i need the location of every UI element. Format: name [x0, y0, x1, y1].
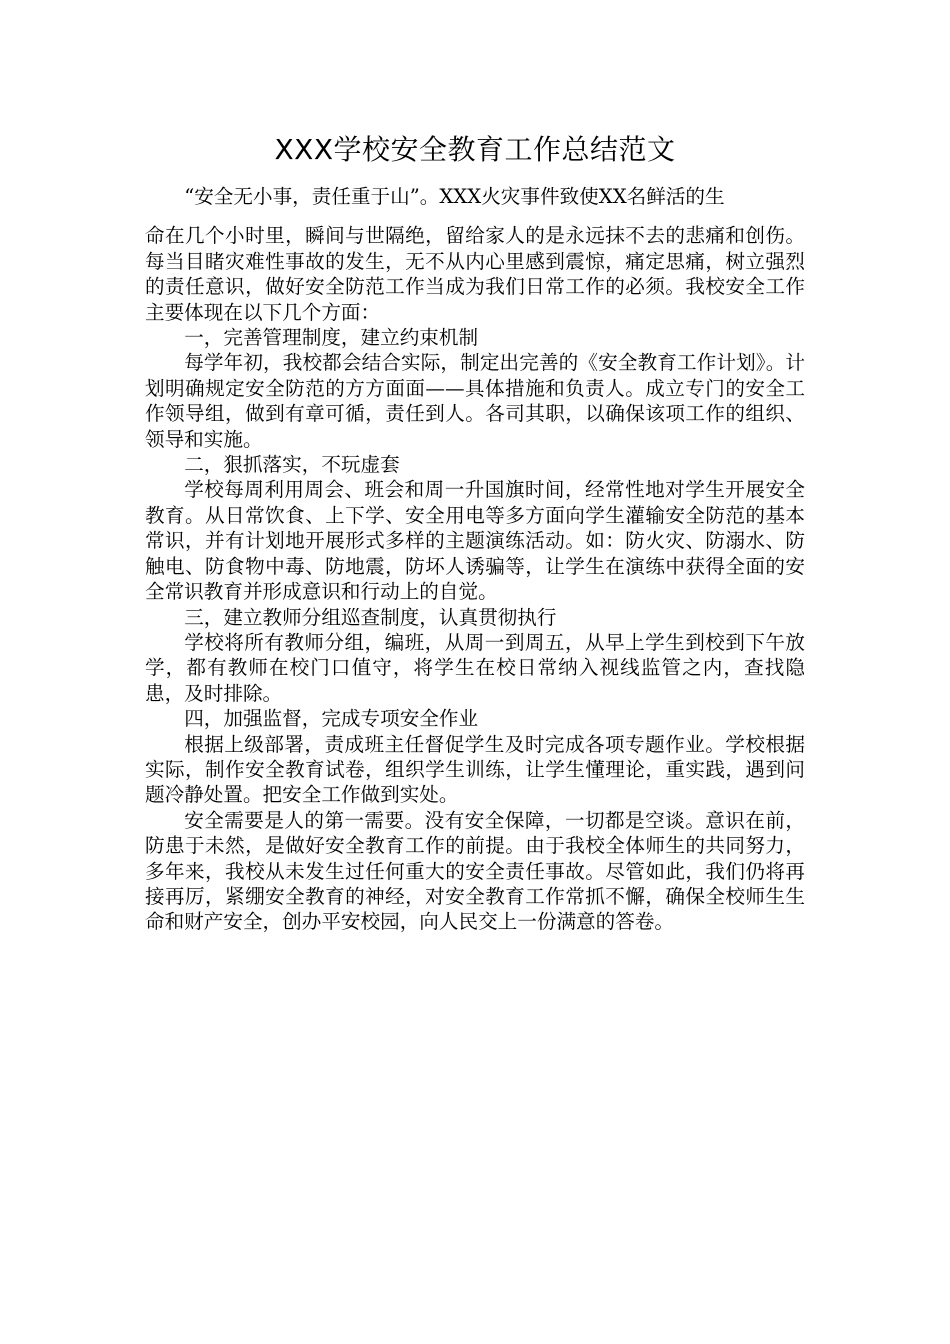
paragraph-section-2: 学校每周利用周会、班会和周一升国旗时间，经常性地对学生开展安全教育。从日常饮食、上下学、安全用电等多方面向学生灌输安全防范的基本常识，并有计划地开展形式多样的主题演练活动。如：防火灾、防溺水、防触电、防食物中毒、防地震，防坏人诱骗等，让学生在演练中获得全面的安全常识教育并形成意识和行动上的自觉。 — [145, 478, 805, 604]
section-heading-1: 一，完善管理制度，建立约束机制 — [184, 326, 479, 350]
paragraph-intro-continued: 命在几个小时里，瞬间与世隔绝，留给家人的是永远抹不去的悲痛和创伤。每当目睹灾难性事故的发生，无不从内心里感到震惊，痛定思痛，树立强烈的责任意识，做好安全防范工作当成为我们日常工作的必须。我校安全工作主要体现在以下几个方面： — [145, 224, 805, 324]
paragraph-section-1: 每学年初，我校都会结合实际，制定出完善的《安全教育工作计划》。计划明确规定安全防范的方方面面——具体措施和负责人。成立专门的安全工作领导组，做到有章可循，责任到人。各司其职，以确保该项工作的组织、领导和实施。 — [145, 351, 805, 451]
document-title: XXX学校安全教育工作总结范文 — [274, 133, 676, 166]
section-heading-3: 三，建立教师分组巡查制度，认真贯彻执行 — [184, 605, 557, 629]
paragraph-intro-line: “安全无小事，责任重于山”。XXX火灾事件致使XX名鲜活的生 — [184, 185, 725, 208]
paragraph-section-3: 学校将所有教师分组，编班，从周一到周五，从早上学生到校到下午放学，都有教师在校门口值守，将学生在校日常纳入视线监管之内，查找隐患，及时排除。 — [145, 630, 805, 705]
section-heading-2: 二，狠抓落实，不玩虚套 — [184, 453, 400, 477]
paragraph-section-4: 根据上级部署，责成班主任督促学生及时完成各项专题作业。学校根据实际，制作安全教育试卷，组织学生训练，让学生懂理论，重实践，遇到问题冷静处置。把安全工作做到实处。 — [145, 732, 805, 807]
document-body — [145, 184, 805, 935]
section-heading-4: 四，加强监督，完成专项安全作业 — [184, 707, 479, 731]
paragraph-conclusion: 安全需要是人的第一需要。没有安全保障，一切都是空谈。意识在前，防患于未然，是做好安全教育工作的前提。由于我校全体师生的共同努力，多年来，我校从未发生过任何重大的安全责任事故。尽管如此，我们仍将再接再厉，紧绷安全教育的神经，对安全教育工作常抓不懈，确保全校师生生命和财产安全，创办平安校园，向人民交上一份满意的答卷。 — [145, 808, 805, 934]
